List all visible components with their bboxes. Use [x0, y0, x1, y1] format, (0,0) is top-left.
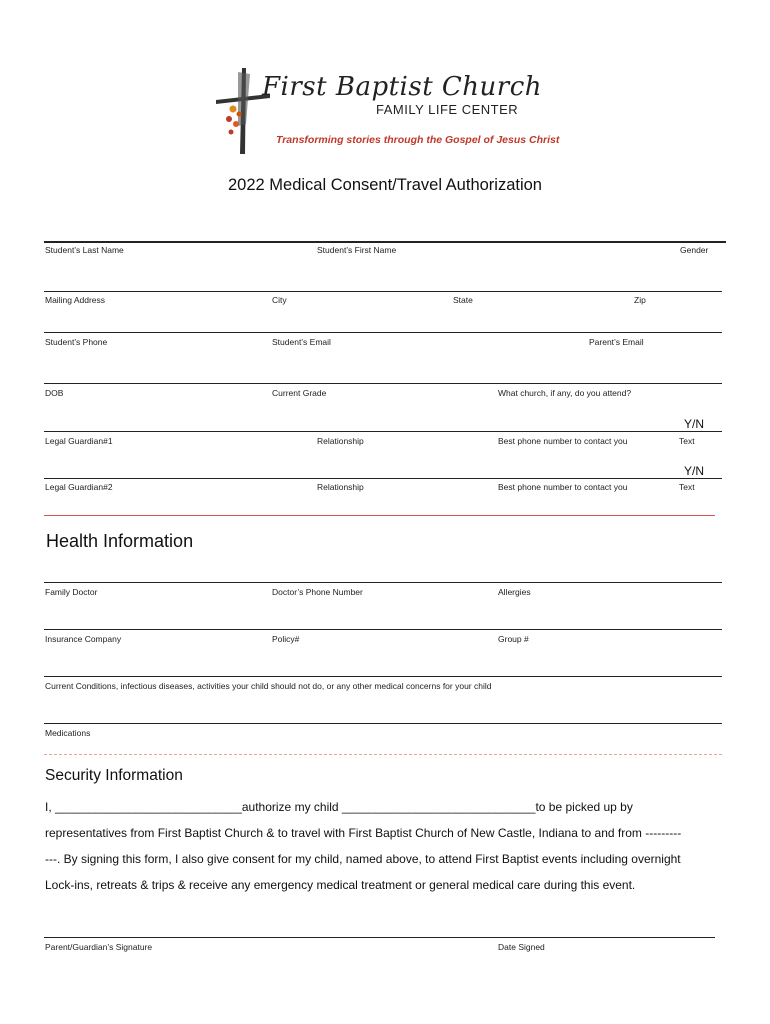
label-first-name: Student’s First Name	[317, 245, 397, 255]
health-heading: Health Information	[46, 531, 194, 551]
label-city: City	[272, 295, 287, 305]
label-family-doctor: Family Doctor	[45, 587, 98, 597]
label-current-grade: Current Grade	[272, 388, 327, 398]
field-line-dob[interactable]	[44, 383, 722, 384]
label-relationship2: Relationship	[317, 482, 364, 492]
divider-top	[44, 241, 726, 243]
field-line-family-doctor[interactable]	[44, 582, 722, 583]
field-line-phone[interactable]	[44, 332, 722, 333]
field-line-conditions[interactable]	[44, 676, 722, 677]
form-title: 2022 Medical Consent/Travel Authorization	[228, 176, 542, 194]
field-line-guardian1[interactable]	[44, 431, 722, 432]
security-line-3: ---. By signing this form, I also give consent for my child, named above, to attend First Baptist events including overnight	[45, 852, 681, 866]
label-state: State	[453, 295, 473, 305]
label-text1: Text	[679, 436, 695, 446]
label-dob: DOB	[45, 388, 64, 398]
label-conditions: Current Conditions, infectious diseases, activities your child should not do, or any other medical concerns for your child	[45, 681, 492, 691]
logo-name: First Baptist Church	[262, 72, 543, 102]
label-church: What church, if any, do you attend?	[498, 388, 632, 398]
logo-subtitle: FAMILY LIFE CENTER	[376, 102, 519, 117]
label-zip: Zip	[634, 295, 646, 305]
label-allergies: Allergies	[498, 587, 531, 597]
security-line-4: Lock-ins, retreats & trips & receive any emergency medical treatment or general medical care during this event.	[45, 878, 636, 892]
label-guardian2: Legal Guardian#2	[45, 482, 113, 492]
label-text2: Text	[679, 482, 695, 492]
section-divider-red	[44, 515, 715, 516]
field-line-signature[interactable]	[44, 937, 715, 938]
label-student-email: Student’s Email	[272, 337, 331, 347]
security-line-2: representatives from First Baptist Church & to travel with First Baptist Church of New Castle, Indiana to and from ---------	[45, 826, 682, 840]
field-line-guardian2[interactable]	[44, 478, 722, 479]
field-line-address[interactable]	[44, 291, 722, 292]
label-parent-email: Parent’s Email	[589, 337, 644, 347]
label-relationship1: Relationship	[317, 436, 364, 446]
label-medications: Medications	[45, 728, 91, 738]
label-yn-1: Y/N	[684, 417, 705, 431]
label-last-name: Student’s Last Name	[45, 245, 124, 255]
label-group: Group #	[498, 634, 529, 644]
label-best-phone1: Best phone number to contact you	[498, 436, 628, 446]
security-line-1: I, ____________________________authorize my child _____________________________to be picked up by	[45, 800, 633, 814]
label-yn-2: Y/N	[684, 464, 705, 478]
label-insurance: Insurance Company	[45, 634, 122, 644]
label-student-phone: Student’s Phone	[45, 337, 108, 347]
label-best-phone2: Best phone number to contact you	[498, 482, 628, 492]
church-logo	[208, 62, 568, 158]
label-policy: Policy#	[272, 634, 300, 644]
label-signature: Parent/Guardian’s Signature	[45, 942, 153, 952]
label-date-signed: Date Signed	[498, 942, 545, 952]
label-guardian1: Legal Guardian#1	[45, 436, 113, 446]
field-line-medications[interactable]	[44, 723, 722, 724]
label-mailing-address: Mailing Address	[45, 295, 106, 305]
logo-tagline: Transforming stories through the Gospel of Jesus Christ	[276, 134, 560, 146]
section-divider-dashed	[44, 754, 722, 755]
field-line-insurance[interactable]	[44, 629, 722, 630]
security-heading: Security Information	[45, 767, 183, 784]
label-gender: Gender	[680, 245, 709, 255]
label-doctor-phone: Doctor’s Phone Number	[272, 587, 363, 597]
